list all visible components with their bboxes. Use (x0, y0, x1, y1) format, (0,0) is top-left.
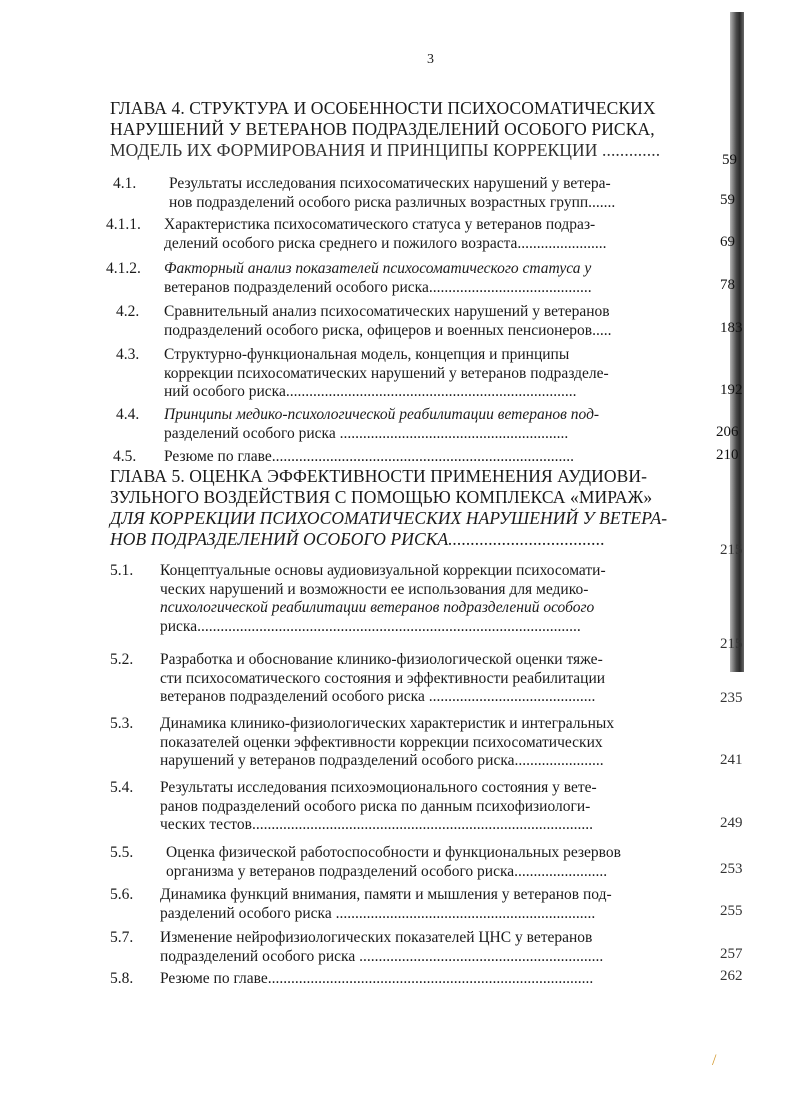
entry-page: 262 (720, 968, 743, 984)
entry-page: 78 (720, 277, 735, 293)
entry-line: показателей оценки эффективности коррекции психосоматических (160, 733, 603, 751)
entry-page: 183 (720, 320, 743, 336)
entry-line: Динамика функций внимания, памяти и мышления у ветеранов под- (160, 886, 612, 903)
chapter-5-heading-line: ЗУЛЬНОГО ВОЗДЕЙСТВИЯ С ПОМОЩЬЮ КОМПЛЕКСА «МИРАЖ» (110, 487, 653, 507)
entry-number: 4.1. (113, 175, 137, 192)
chapter-4-page: 59 (722, 152, 737, 168)
chapter-5-heading-line: НОВ ПОДРАЗДЕЛЕНИЙ ОСОБОГО РИСКА................................... (110, 529, 605, 549)
chapter-5-page: 215 (720, 542, 743, 558)
scan-binding-shadow (730, 12, 744, 672)
entry-page: 69 (720, 234, 735, 250)
entry-line: ний особого риска........................................................................... (164, 383, 577, 400)
entry-line: подразделений особого риска, офицеров и военных пенсионеров..... (164, 321, 612, 339)
entry-number: 4.4. (116, 406, 140, 423)
chapter-5-heading-line: ДЛЯ КОРРЕКЦИИ ПСИХОСОМАТИЧЕСКИХ НАРУШЕНИЙ У ВЕТЕРА- (110, 508, 668, 528)
entry-line: нарушений у ветеранов подразделений особого риска....................... (160, 752, 604, 769)
entry-line: нов подразделений особого риска различных возрастных групп....... (169, 193, 616, 211)
entry-page: 249 (720, 815, 743, 831)
chapter-4-heading-line: ГЛАВА 4. СТРУКТУРА И ОСОБЕННОСТИ ПСИХОСОМАТИЧЕСКИХ (110, 98, 656, 118)
entry-line: ческих нарушений и возможности ее использования для медико- (160, 580, 589, 598)
entry-number: 5.2. (110, 651, 134, 668)
entry-page: 206 (716, 424, 739, 440)
entry-line: коррекции психосоматических нарушений у ветеранов подразделе- (164, 364, 609, 382)
entry-number: 4.5. (113, 448, 137, 465)
chapter-5-heading-line: ГЛАВА 5. ОЦЕНКА ЭФФЕКТИВНОСТИ ПРИМЕНЕНИЯ АУДИОВИ- (110, 466, 648, 486)
entry-number: 4.1.2. (106, 260, 141, 277)
entry-line: сти психосоматического состояния и эффективности реабилитации (160, 669, 606, 687)
entry-number: 5.6. (110, 886, 134, 903)
entry-line: Результаты исследования психоэмоционального состояния у вете- (160, 779, 597, 796)
entry-page: 255 (720, 903, 743, 919)
entry-number: 4.3. (116, 346, 140, 363)
entry-line: Разработка и обоснование клинико-физиологической оценки тяже- (160, 651, 603, 668)
entry-line: риска................................................................................................... (160, 617, 581, 635)
chapter-4-heading-line: НАРУШЕНИЙ У ВЕТЕРАНОВ ПОДРАЗДЕЛЕНИЙ ОСОБОГО РИСКА, (110, 119, 655, 139)
entry-number: 5.8. (110, 970, 134, 987)
chapter-4-heading-line: МОДЕЛЬ ИХ ФОРМИРОВАНИЯ И ПРИНЦИПЫ КОРРЕКЦИИ ............. (110, 140, 661, 160)
entry-line: Динамика клинико-физиологических характеристик и интегральных (160, 715, 615, 732)
entry-line: ранов подразделений особого риска по данным психофизиологи- (160, 797, 591, 815)
entry-line: Сравнительный анализ психосоматических нарушений у ветеранов (164, 303, 610, 320)
entry-line: Характеристика психосоматического статуса у ветеранов подраз- (164, 216, 596, 233)
entry-page: 210 (716, 447, 739, 463)
entry-line: Результаты исследования психосоматических нарушений у ветера- (169, 175, 611, 192)
entry-line: организма у ветеранов подразделений особого риска........................ (166, 862, 608, 880)
entry-number: 5.3. (110, 715, 134, 732)
chapter-5-heading (110, 466, 710, 550)
entry-number: 5.7. (110, 929, 134, 946)
entry-page: 257 (720, 946, 743, 962)
entry-line: Принципы медико-психологической реабилитации ветеранов под- (164, 406, 600, 423)
entry-line: Изменение нейрофизиологических показателей ЦНС у ветеранов (160, 929, 593, 946)
entry-number: 4.1.1. (106, 216, 141, 233)
entry-line: подразделений особого риска ............................................................... (160, 947, 604, 965)
entry-number: 4.2. (116, 303, 140, 320)
chapter-4-heading (110, 98, 710, 161)
entry-line: Структурно-функциональная модель, концепция и принципы (164, 346, 570, 363)
entry-page: 253 (720, 861, 743, 877)
page-number: 3 (427, 52, 434, 67)
entry-line: ветеранов подразделений особого риска ........................................... (160, 688, 596, 705)
entry-number: 5.1. (110, 562, 134, 579)
entry-page: 215 (720, 636, 743, 652)
entry-number: 5.4. (110, 779, 134, 796)
entry-line: Резюме по главе.............................................................................. (164, 448, 575, 465)
entry-page: 241 (720, 752, 743, 768)
scan-mark: / (712, 1052, 717, 1069)
entry-line: психологической реабилитации ветеранов подразделений особого (160, 599, 595, 616)
entry-page: 235 (720, 690, 743, 706)
entry-page: 192 (720, 382, 743, 398)
entry-line: делений особого риска среднего и пожилого возраста....................... (164, 234, 607, 252)
entry-line: Факторный анализ показателей психосоматического статуса у (164, 260, 592, 277)
entry-line: Резюме по главе.................................................................................... (160, 970, 594, 987)
entry-page: 59 (720, 192, 735, 208)
entry-line: Оценка физической работоспособности и функциональных резервов (166, 844, 621, 861)
entry-line: Концептуальные основы аудиовизуальной коррекции психосомати- (160, 562, 606, 579)
entry-line: разделений особого риска ........................................................... (164, 424, 569, 442)
entry-line: ветеранов подразделений особого риска.......................................... (164, 278, 592, 296)
entry-line: ческих тестов........................................................................................ (160, 816, 593, 833)
entry-line: разделений особого риска ................................................................... (160, 904, 596, 922)
entry-number: 5.5. (110, 844, 134, 861)
